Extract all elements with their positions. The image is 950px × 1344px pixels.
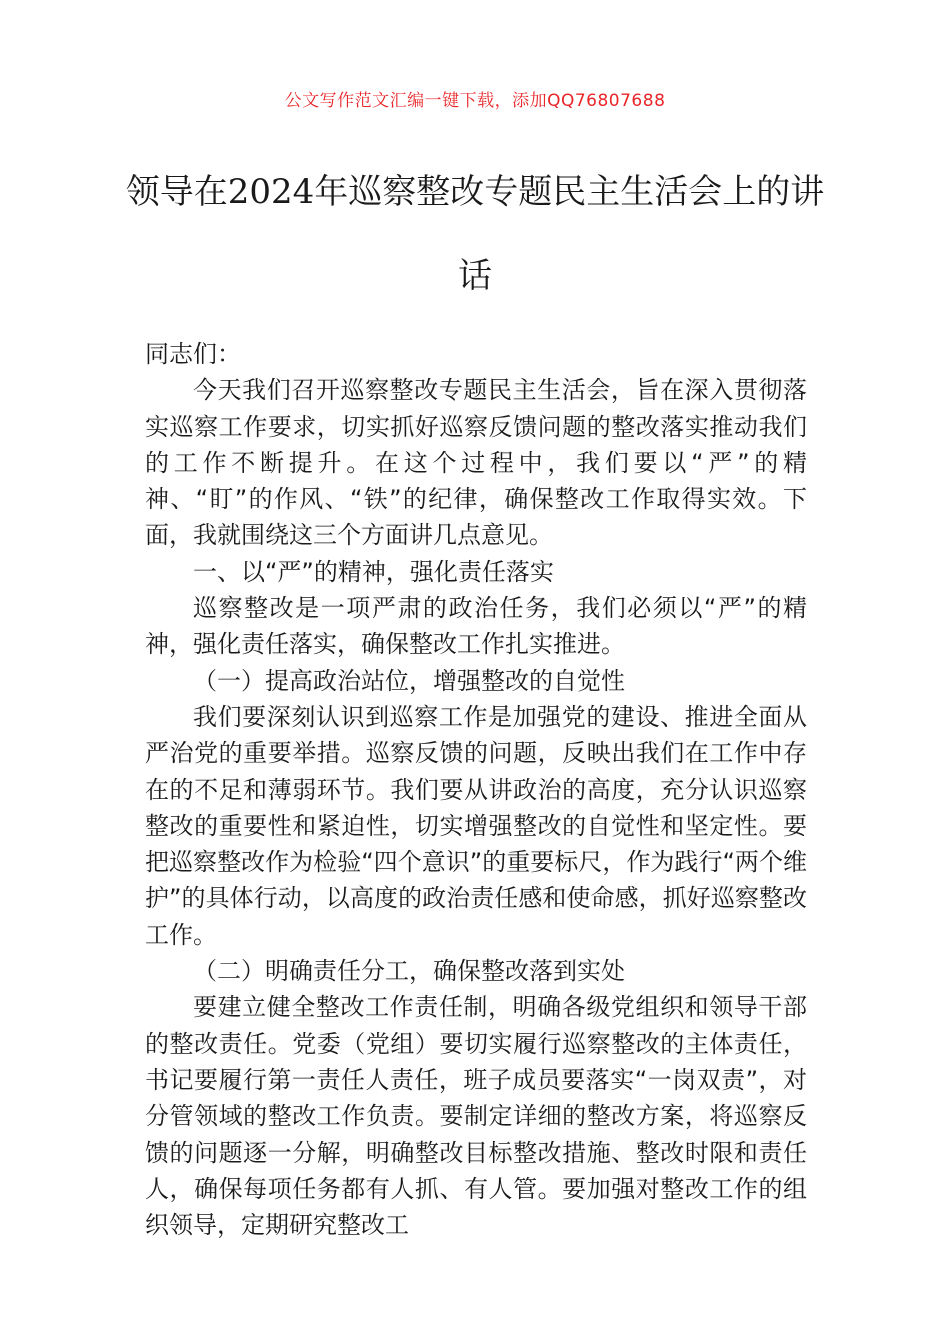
document-body	[145, 336, 807, 1243]
document-title: 领导在2024年巡察整改专题民主生活会上的讲话	[125, 172, 825, 296]
paragraph-intro: 今天我们召开巡察整改专题民主生活会，旨在深入贯彻落实巡察工作要求，切实抓好巡察反馈问题的整改落实推动我们的工作不断提升。在这个过程中，我们要以“严”的精神、“盯”的作风、“铁”的纪律，确保整改工作取得实效。下面，我就围绕这三个方面讲几点意见。	[145, 376, 807, 550]
subsection-heading-1: （一）提高政治站位，增强整改的自觉性	[193, 666, 625, 695]
paragraph-subsection-2: 要建立健全整改工作责任制，明确各级党组织和领导干部的整改责任。党委（党组）要切实履行巡察整改的主体责任，书记要履行第一责任人责任，班子成员要落实“一岗双责”，对分管领域的整改工作负责。要制定详细的整改方案，将巡察反馈的问题逐一分解，明确整改目标整改措施、整改时限和责任人，确保每项任务都有人抓、有人管。要加强对整改工作的组织领导，定期研究整改工	[145, 993, 807, 1240]
paragraph-section-1-intro: 巡察整改是一项严肃的政治任务，我们必须以“严”的精神，强化责任落实，确保整改工作扎实推进。	[145, 594, 807, 659]
salutation: 同志们：	[145, 340, 241, 368]
paragraph-subsection-1: 我们要深刻认识到巡察工作是加强党的建设、推进全面从严治党的重要举措。巡察反馈的问题，反映出我们在工作中存在的不足和薄弱环节。我们要从讲政治的高度，充分认识巡察整改的重要性和紧迫性，切实增强整改的自觉性和坚定性。要把巡察整改作为检验“四个意识”的重要标尺，作为践行“两个维护”的具体行动，以高度的政治责任感和使命感，抓好巡察整改工作。	[145, 702, 807, 949]
section-heading-1: 一、以“严”的精神，强化责任落实	[193, 557, 554, 586]
subsection-heading-2: （二）明确责任分工，确保整改落到实处	[193, 957, 625, 986]
header-download-note: 公文写作范文汇编一键下载，添加QQ76807688	[284, 91, 666, 111]
